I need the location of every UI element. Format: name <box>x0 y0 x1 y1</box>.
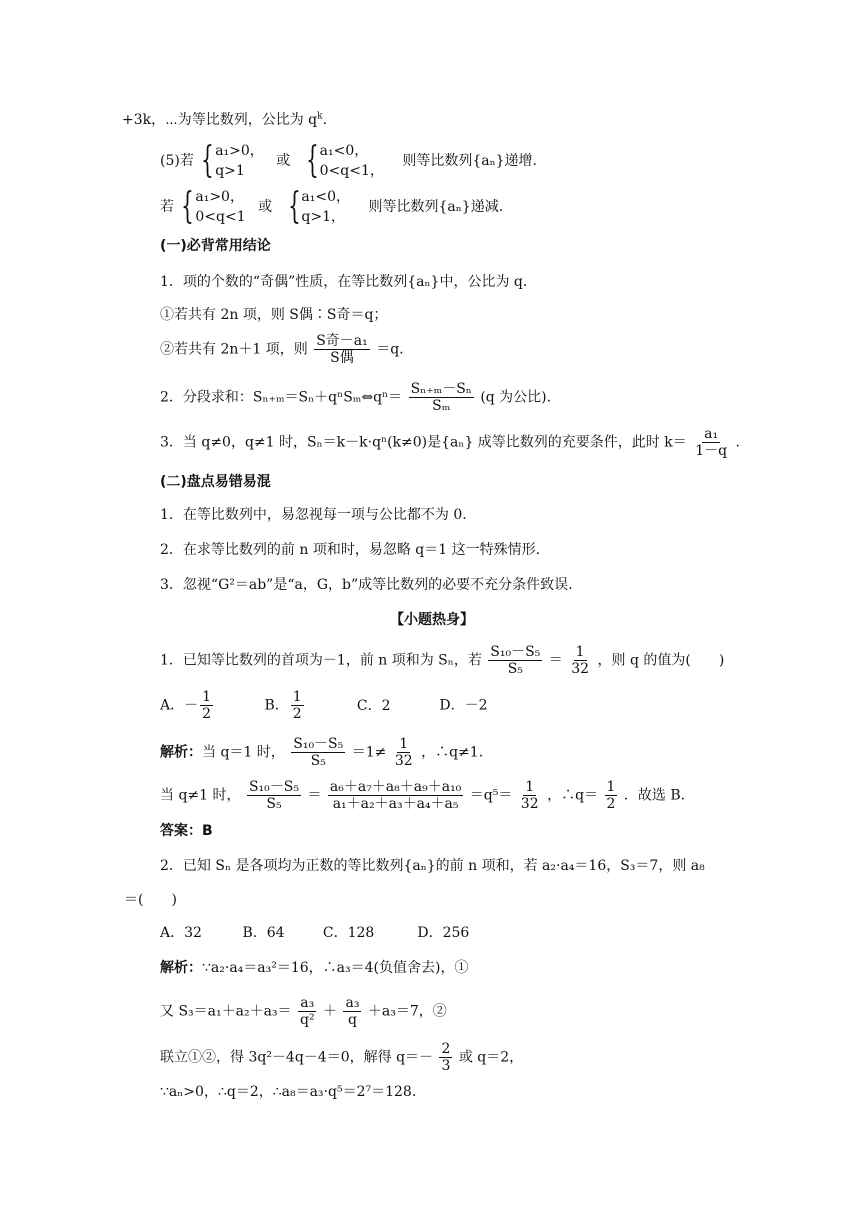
continuation-line: +3k，⋯为等比数列，公比为 $q^k$. <box>122 111 328 128</box>
option-c: C．2 <box>356 697 391 714</box>
solution-2-line-3: 联立①②，得 3q²－4q－4＝0，解得 q＝－ $\frac{2}{3}$ 或 q＝2， <box>160 1041 524 1074</box>
pitfall-3: 3．忽视“G²＝ab”是“a，G，b”成等比数列的必要不充分条件致误. <box>160 577 573 593</box>
option-a: A．32 <box>160 925 202 941</box>
fraction: $\frac{1}{32}$ <box>520 779 539 812</box>
fraction: $\frac{\text{S₁₀－S₅}}{\text{S₅}}$ <box>248 779 299 812</box>
increasing-condition: (5)若 { a₁>0， q>1 或 { a₁<0， 0<q<1， 则等比数列{aₙ}递增. <box>160 140 537 181</box>
option-b: B．64 <box>242 925 285 941</box>
section-heading-pitfalls: (二)盘点易错易混 <box>160 474 271 490</box>
condition-system-3: { a₁>0， 0<q<1 <box>181 186 246 227</box>
answer-1: 答案：B <box>160 823 213 839</box>
decreasing-condition: 若 { a₁>0， 0<q<1 或 { a₁<0， q>1， 则等比数列{aₙ}递减. <box>160 186 504 227</box>
fraction: $\frac{\text{Sₙ₊ₘ－Sₙ}}{\text{Sₘ}}$ <box>410 381 472 414</box>
condition-system-4: { a₁<0， q>1， <box>287 186 351 227</box>
fraction: $\frac{1}{32}$ <box>571 644 590 677</box>
pitfall-1: 1．在等比数列中，易忽视每一项与公比都不为 0. <box>160 507 467 523</box>
conclusion-3: 3．当 q≠0，q≠1 时，Sₙ＝k－k·qⁿ(k≠0)是{aₙ} 成等比数列的充要条件，此时 k＝ $\frac{\text{a₁}}{1-q}$ . <box>160 426 740 459</box>
fraction: $\frac{\text{a₆＋a₇＋a₈＋a₉＋a₁₀}}{\text{a₁＋a₂＋a₃＋a₄＋a₅}}$ <box>329 779 462 812</box>
option-d: D．－2 <box>439 697 488 714</box>
option-b: B． $\frac{1}{2}$ <box>264 689 302 722</box>
fraction: $\frac{\text{a₃}}{q}$ <box>345 995 360 1028</box>
option-d: D．256 <box>417 925 470 941</box>
solution-1-line-2: 当 q≠1 时， $\frac{\text{S₁₀－S₅}}{\text{S₅}}$ ＝ $\frac{\text{a₆＋a₇＋a₈＋a₉＋a₁₀}}{\text{a₁＋a₂＋a₃＋a₄＋a₅}}$ ＝q⁵＝ $\frac{1}{32}$ ，∴q＝ $\frac{1}{2}$ ．故选 B. <box>160 779 686 812</box>
fraction: $\frac{\text{a₁}}{1-q}$ <box>695 426 728 459</box>
fraction: $\frac{2}{3}$ <box>441 1041 451 1074</box>
fraction: $\frac{1}{32}$ <box>394 736 413 769</box>
solution-2-line-2: 又 S₃＝a₁＋a₂＋a₃＝ $\frac{\text{a₃}}{\text{q²}}$ ＋ $\frac{\text{a₃}}{q}$ ＋a₃＝7，② <box>160 995 447 1028</box>
solution-2-line-1: 解析：∵a₂·a₄＝a₃²＝16，∴a₃＝4(负值舍去)，① <box>160 960 469 976</box>
pitfall-2: 2．在求等比数列的前 n 项和时，易忽略 q＝1 这一特殊情形. <box>160 542 541 558</box>
conclusion-2: 2．分段求和：Sₙ₊ₘ＝Sₙ＋qⁿSₘ⇔qⁿ＝ $\frac{\text{Sₙ₊ₘ－Sₙ}}{\text{Sₘ}}$ (q 为公比). <box>160 381 552 414</box>
option-c: C．128 <box>322 925 375 941</box>
solution-1-line-1: 解析：当 q＝1 时， $\frac{\text{S₁₀－S₅}}{\text{S₅}}$ ＝1≠ $\frac{1}{32}$ ，∴q≠1. <box>160 736 484 769</box>
condition-system-1: { a₁>0， q>1 <box>201 140 264 181</box>
conclusion-1a: ①若共有 2n 项，则 S偶∶S奇＝q； <box>160 307 388 323</box>
section-title-warmup: 【小题热身】 <box>390 612 474 628</box>
question-1-options <box>160 689 488 722</box>
solution-2-line-4: ∵aₙ>0，∴q＝2，∴a₈＝a₃·q⁵＝2⁷＝128. <box>160 1084 417 1100</box>
condition-system-2: { a₁<0， 0<q<1， <box>305 140 384 181</box>
fraction: $\frac{\text{S₁₀－S₅}}{\text{S₅}}$ <box>490 644 541 677</box>
fraction: $\frac{1}{2}$ <box>606 779 616 812</box>
conclusion-1: 1．项的个数的“奇偶”性质，在等比数列{aₙ}中，公比为 q. <box>160 274 528 290</box>
fraction: $\frac{\text{a₃}}{\text{q²}}$ <box>299 995 315 1028</box>
question-2-line-1: 2．已知 Sₙ 是各项均为正数的等比数列{aₙ}的前 n 项和，若 a₂·a₄＝16，S₃＝7，则 a₈ <box>160 858 705 874</box>
question-1: 1．已知等比数列的首项为－1，前 n 项和为 Sₙ，若 $\frac{\text{S₁₀－S₅}}{\text{S₅}}$ ＝ $\frac{1}{32}$ ，则 q 的值为( ) <box>160 644 725 677</box>
question-2-options <box>160 923 469 943</box>
question-2-line-2: ＝( ) <box>124 892 177 908</box>
fraction: $\frac{\text{S奇－a₁}}{\text{S偶}}$ <box>316 333 368 366</box>
section-heading-conclusions: (一)必背常用结论 <box>160 238 271 254</box>
fraction: $\frac{\text{S₁₀－S₅}}{\text{S₅}}$ <box>293 736 344 769</box>
conclusion-1b: ②若共有 2n＋1 项，则 $\frac{\text{S奇－a₁}}{\text{S偶}}$ ＝q. <box>160 333 404 366</box>
option-a: A．－ $\frac{1}{2}$ <box>160 689 212 722</box>
